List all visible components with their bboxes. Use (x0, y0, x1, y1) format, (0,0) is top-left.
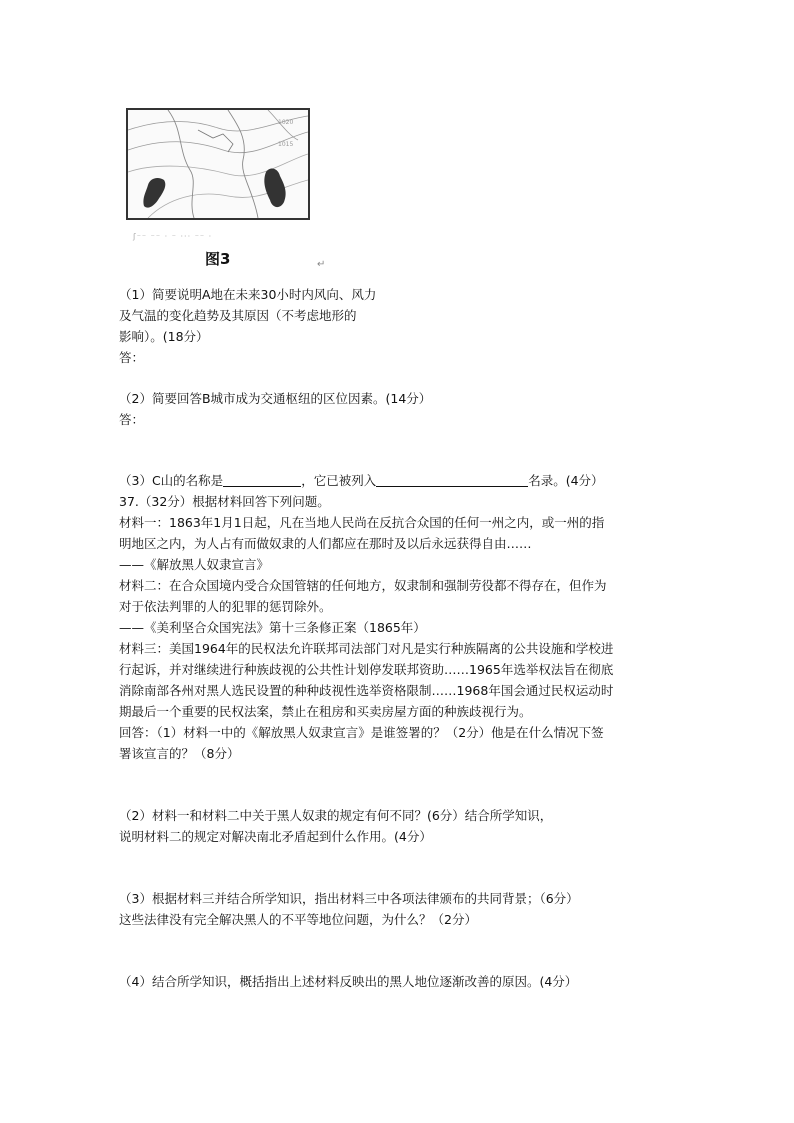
q37-material1-line1: 材料一：1863年1月1日起，凡在当地人民尚在反抗合众国的任何一州之内，或一州的指 (119, 515, 605, 530)
q36-part1-line3: 影响）。(18分） (119, 329, 209, 344)
weather-map-figure (126, 108, 310, 220)
q36-part1-line2: 及气温的变化趋势及其原因（不考虑地形的 (119, 308, 357, 323)
q37-material3-line1: 材料三：美国1964年的民权法允许联邦司法部门对凡是实行种族隔离的公共设施和学校进 (119, 641, 614, 656)
q36-part3-text-3: 名录。(4分） (528, 473, 604, 488)
q37-question1-line1: 回答：（1）材料一中的《解放黑人奴隶宣言》是谁签署的？（2分）他是在什么情况下签 (119, 725, 604, 740)
return-mark: ↵ (317, 259, 326, 270)
mountain-name-blank[interactable] (223, 472, 301, 487)
q36-part1-answer-label: 答： (119, 350, 145, 365)
q36-part3-text-1: （3）C山的名称是 (119, 473, 224, 488)
q37-material1-line2: 明地区之内，为人占有而做奴隶的人们都应在那时及以后永远获得自由…… (119, 536, 532, 551)
q37-question2-line2: 说明材料二的规定对解决南北矛盾起到什么作用。(4分） (119, 829, 432, 844)
figure-caption-noise: ʃ⁻⁻ ⁻⁻ · ⁻ ··· ⁻⁻ · (133, 232, 213, 241)
q37-question1-line2: 署该宣言的？（8分） (119, 746, 240, 761)
q37-question3-line1: （3）根据材料三并结合所学知识，指出材料三中各项法律颁布的共同背景；（6分） (119, 891, 579, 906)
q37-question3-line2: 这些法律没有完全解决黑人的不平等地位问题，为什么？（2分） (119, 912, 477, 927)
q36-part3-text-2: ，它已被列入 (301, 473, 377, 488)
q36-part2-line1: （2）简要回答B城市成为交通枢纽的区位因素。(14分） (119, 391, 432, 406)
list-name-blank[interactable] (376, 472, 528, 487)
q37-material2-line2: 对于依法判罪的人的犯罪的惩罚除外。 (119, 599, 332, 614)
svg-text:1020: 1020 (278, 119, 294, 126)
q37-question4-line1: （4）结合所学知识，概括指出上述材料反映出的黑人地位逐渐改善的原因。(4分） (119, 974, 578, 989)
q37-question2-line1: （2）材料一和材料二中关于黑人奴隶的规定有何不同？(6分）结合所学知识， (119, 808, 553, 823)
weather-map-drawing (128, 110, 308, 218)
q36-part3-line (119, 470, 604, 491)
q36-part2-answer-label: 答： (119, 412, 145, 427)
q37-material3-line3: 消除南部各州对黑人选民设置的种种歧视性选举资格限制……1968年国会通过民权运动时 (119, 683, 614, 698)
q37-material1-source: ——《解放黑人奴隶宣言》 (119, 557, 270, 572)
q36-part1-line1: （1）简要说明A地在未来30小时内风向、风力 (119, 287, 377, 302)
q37-title: 37.（32分）根据材料回答下列问题。 (119, 494, 330, 509)
q37-material2-line1: 材料二：在合众国境内受合众国管辖的任何地方，奴隶制和强制劳役都不得存在，但作为 (119, 578, 607, 593)
q37-material3-line4: 期最后一个重要的民权法案，禁止在租房和买卖房屋方面的种族歧视行为。 (119, 704, 532, 719)
q37-material3-line2: 行起诉，并对继续进行种族歧视的公共性计划停发联邦资助……1965年选举权法旨在彻底 (119, 662, 614, 677)
figure-label: 图3 (205, 250, 231, 268)
svg-text:1015: 1015 (278, 141, 294, 148)
q37-material2-source: ——《美利坚合众国宪法》第十三条修正案（1865年） (119, 620, 426, 635)
